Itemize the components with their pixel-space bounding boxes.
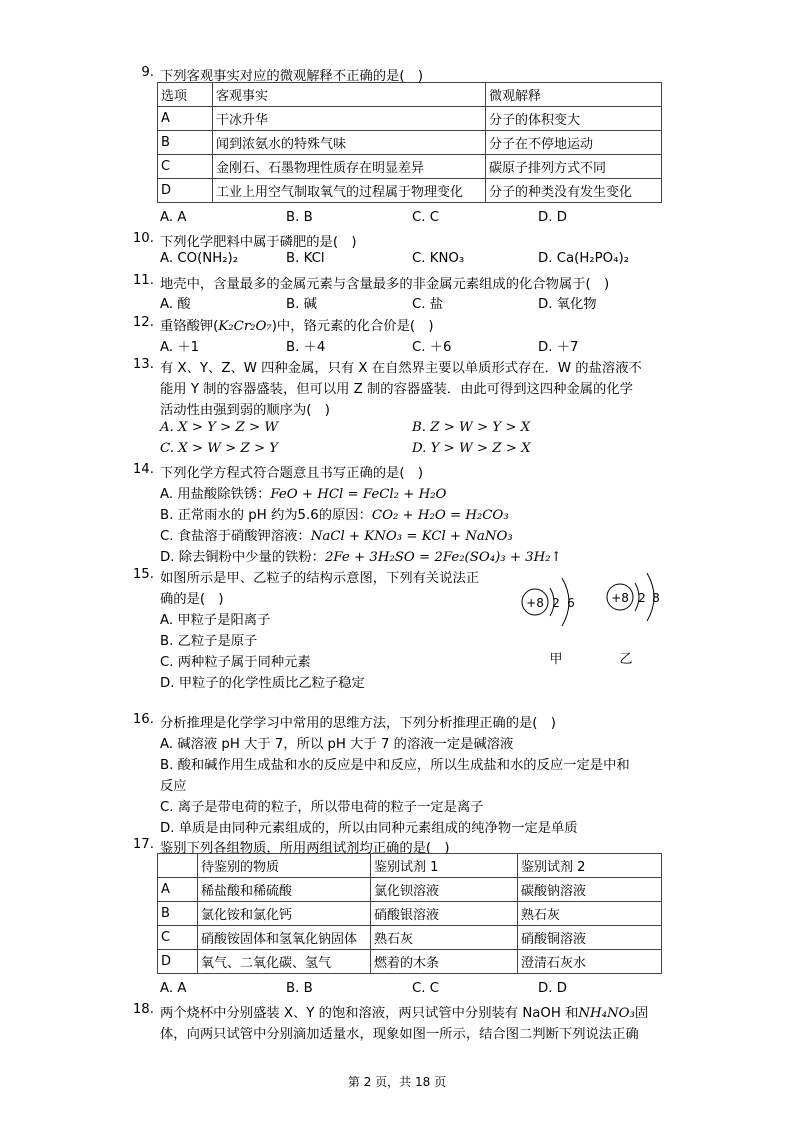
table-cell: 熟石灰 <box>371 926 518 950</box>
table-header-row <box>158 83 662 107</box>
table-header-cell: 客观事实 <box>213 83 486 107</box>
q9-option-d: D. D <box>538 210 567 225</box>
table-row <box>158 878 662 902</box>
q11-number: 11. <box>132 273 154 288</box>
q14-number: 14. <box>132 462 154 477</box>
q10-option-a: A. CO(NH₂)₂ <box>160 251 239 266</box>
q12-stem-pre: 重铬酸钾( <box>160 319 219 334</box>
q17-option-a: A. A <box>160 981 187 996</box>
q10-option-b: B. KCl <box>286 251 325 266</box>
jia-shell-1-electrons: 2 <box>552 596 560 610</box>
q14-option-c <box>160 525 513 544</box>
table-cell: D <box>158 950 198 974</box>
jia-label: 甲 <box>549 652 563 667</box>
table-row <box>158 902 662 926</box>
q10-stem: 下列化学肥料中属于磷肥的是( ) <box>160 235 357 250</box>
q15-stem-line-2: 确的是( ) <box>160 592 224 607</box>
q13-stem-line-3: 活动性由强到弱的顺序为( ) <box>160 403 330 418</box>
table-cell: 氯化铵和氯化钙 <box>198 902 371 926</box>
table-header-row <box>158 854 662 878</box>
q10-option-c: C. KNO₃ <box>412 251 465 266</box>
q9-option-b: B. B <box>286 210 313 225</box>
table-cell: 分子在不停地运动 <box>486 131 662 155</box>
q14-option-d-label: D. 除去铜粉中少量的铁粉： <box>160 550 325 565</box>
jia-shell-2-electrons: 6 <box>567 596 575 610</box>
table-cell: A <box>158 107 213 131</box>
q18-stem-line-2: 体，向两只试管中分别滴加适量水，现象如图一所示，结合图二判断下列说法正确 <box>160 1027 639 1042</box>
table-cell: B <box>158 902 198 926</box>
table-cell: 工业上用空气制取氧气的过程属于物理变化 <box>213 179 486 203</box>
table-cell: 硝酸铵固体和氢氧化钠固体 <box>198 926 371 950</box>
q15-option-c: C. 两种粒子属于同种元素 <box>160 655 311 670</box>
table-cell: 金刚石、石墨物理性质存在明显差异 <box>213 155 486 179</box>
q11-option-b: B. 碱 <box>286 297 317 312</box>
table-cell: 分子的种类没有发生变化 <box>486 179 662 203</box>
table-cell: 干冰升华 <box>213 107 486 131</box>
q14-option-a-label: A. 用盐酸除铁锈： <box>160 487 271 502</box>
table-cell: C <box>158 926 198 950</box>
q13-option-c: C. X > W > Z > Y <box>160 441 279 456</box>
table-row <box>158 155 662 179</box>
q14-option-a-equation: FeO + HCl = FeCl₂ + H₂O <box>270 487 447 502</box>
table-cell: A <box>158 878 198 902</box>
q9-option-a: A. A <box>160 210 187 225</box>
q13-stem-line-2: 能用 Y 制的容器盛装，但可以用 Z 制的容器盛装．由此可得到这四种金属的化学 <box>160 382 633 397</box>
q16-stem: 分析推理是化学学习中常用的思维方法，下列分析推理正确的是( ) <box>160 716 556 731</box>
q17-option-b: B. B <box>286 981 313 996</box>
q16-number: 16. <box>132 712 154 727</box>
q15-number: 15. <box>132 567 154 582</box>
yi-particle-diagram <box>607 573 660 667</box>
q9-stem: 下列客观事实对应的微观解释不正确的是( ) <box>160 69 424 84</box>
table-row <box>158 179 662 203</box>
table-header-cell: 鉴别试剂 1 <box>371 854 518 878</box>
q14-option-c-label: C. 食盐溶于硝酸钾溶液： <box>160 529 311 544</box>
yi-shell-2-electrons: 8 <box>652 591 660 605</box>
q18-stem-line-1 <box>160 1002 648 1021</box>
q13-option-b: B. Z > W > Y > X <box>412 420 531 435</box>
page-footer: 第 2 页，共 18 页 <box>347 1075 447 1089</box>
q18-stem-line-1-pre: 两个烧杯中分别盛装 X、Y 的饱和溶液，两只试管中分别装有 NaOH 和 <box>160 1006 579 1021</box>
q12-number: 12. <box>132 315 154 330</box>
q14-option-d <box>160 546 562 565</box>
table-cell: 澄清石灰水 <box>518 950 662 974</box>
q12-stem-post: )中，铬元素的化合价是( ) <box>271 319 434 334</box>
q15-atom-diagram <box>510 560 680 675</box>
q18-stem-line-1-post: 固 <box>634 1006 649 1021</box>
q16-option-d: D. 单质是由同种元素组成的，所以由同种元素组成的纯净物一定是单质 <box>160 821 578 836</box>
q12-option-a: A. ＋1 <box>160 340 200 355</box>
table-cell: 碳原子排列方式不同 <box>486 155 662 179</box>
table-header-cell: 鉴别试剂 2 <box>518 854 662 878</box>
q14-stem: 下列化学方程式符合题意且书写正确的是( ) <box>160 466 424 481</box>
table-row <box>158 131 662 155</box>
q10-number: 10. <box>132 231 154 246</box>
q16-option-a: A. 碱溶液 pH 大于 7，所以 pH 大于 7 的溶液一定是碱溶液 <box>160 737 514 752</box>
table-row <box>158 107 662 131</box>
q12-option-b: B. ＋4 <box>286 340 326 355</box>
table-cell: 稀盐酸和稀硫酸 <box>198 878 371 902</box>
jia-nucleus-charge: +8 <box>526 596 544 610</box>
q12-option-d: D. ＋7 <box>538 340 579 355</box>
q14-option-c-equation: NaCl + KNO₃ = KCl + NaNO₃ <box>310 529 513 544</box>
q14-option-b <box>160 504 509 523</box>
q11-option-c: C. 盐 <box>412 297 444 312</box>
table-row <box>158 950 662 974</box>
table-cell: 碳酸钠溶液 <box>518 878 662 902</box>
q14-option-b-equation: CO₂ + H₂O = H₂CO₃ <box>371 508 509 523</box>
q16-option-c: C. 离子是带电荷的粒子，所以带电荷的粒子一定是离子 <box>160 800 484 815</box>
yi-shell-1-electrons: 2 <box>638 591 646 605</box>
table-cell: 分子的体积变大 <box>486 107 662 131</box>
q15-option-a: A. 甲粒子是阳离子 <box>160 613 271 628</box>
table-cell: 熟石灰 <box>518 902 662 926</box>
yi-label: 乙 <box>619 652 633 667</box>
table-header-cell: 选项 <box>158 83 213 107</box>
q11-option-d: D. 氧化物 <box>538 297 597 312</box>
yi-nucleus-charge: +8 <box>611 591 629 605</box>
q15-stem-line-1: 如图所示是甲、乙粒子的结构示意图，下列有关说法正 <box>160 571 480 586</box>
table-row <box>158 926 662 950</box>
q17-table <box>157 853 662 974</box>
q14-option-b-label: B. 正常雨水的 pH 约为5.6的原因： <box>160 508 372 523</box>
table-cell: 燃着的木条 <box>371 950 518 974</box>
table-cell: 硝酸铜溶液 <box>518 926 662 950</box>
q9-option-c: C. C <box>412 210 440 225</box>
q12-stem <box>160 315 434 334</box>
q13-number: 13. <box>132 357 154 372</box>
jia-particle-diagram <box>522 578 575 667</box>
table-cell: C <box>158 155 213 179</box>
q17-option-d: D. D <box>538 981 567 996</box>
q12-formula: K₂Cr₂O₇ <box>218 319 272 334</box>
table-header-cell <box>158 854 198 878</box>
table-cell: 闻到浓氨水的特殊气味 <box>213 131 486 155</box>
q11-option-a: A. 酸 <box>160 297 191 312</box>
q18-formula: NH₄NO₃ <box>578 1006 635 1021</box>
q15-option-d: D. 甲粒子的化学性质比乙粒子稳定 <box>160 676 365 691</box>
q12-option-c: C. ＋6 <box>412 340 452 355</box>
q11-stem: 地壳中，含量最多的金属元素与含量最多的非金属元素组成的化合物属于( ) <box>160 277 610 292</box>
q13-option-d: D. Y > W > Z > X <box>412 441 531 456</box>
q9-table <box>157 82 662 203</box>
q16-option-b: B. 酸和碱作用生成盐和水的反应是中和反应，所以生成盐和水的反应一定是中和 <box>160 758 630 773</box>
q17-stem: 鉴别下列各组物质，所用两组试剂均正确的是( ) <box>160 841 450 856</box>
table-header-cell: 微观解释 <box>486 83 662 107</box>
q17-option-c: C. C <box>412 981 440 996</box>
q10-option-d: D. Ca(H₂PO₄)₂ <box>538 251 629 266</box>
q15-option-b: B. 乙粒子是原子 <box>160 634 258 649</box>
q17-number: 17. <box>132 837 154 852</box>
q9-number: 9. <box>141 65 154 80</box>
table-cell: D <box>158 179 213 203</box>
q18-number: 18. <box>132 1002 154 1017</box>
q13-stem-line-1: 有 X、Y、Z、W 四种金属，只有 X 在自然界主要以单质形式存在．W 的盐溶液不 <box>160 361 642 376</box>
q16-option-b-continued: 反应 <box>160 779 187 794</box>
table-cell: B <box>158 131 213 155</box>
table-header-cell: 待鉴别的物质 <box>198 854 371 878</box>
q13-option-a: A. X > Y > Z > W <box>160 420 278 435</box>
q14-option-d-equation: 2Fe + 3H₂SO = 2Fe₂(SO₄)₃ + 3H₂↑ <box>324 550 562 565</box>
table-cell: 硝酸银溶液 <box>371 902 518 926</box>
table-cell: 氯化钡溶液 <box>371 878 518 902</box>
q14-option-a <box>160 483 446 502</box>
table-cell: 氧气、二氧化碳、氢气 <box>198 950 371 974</box>
